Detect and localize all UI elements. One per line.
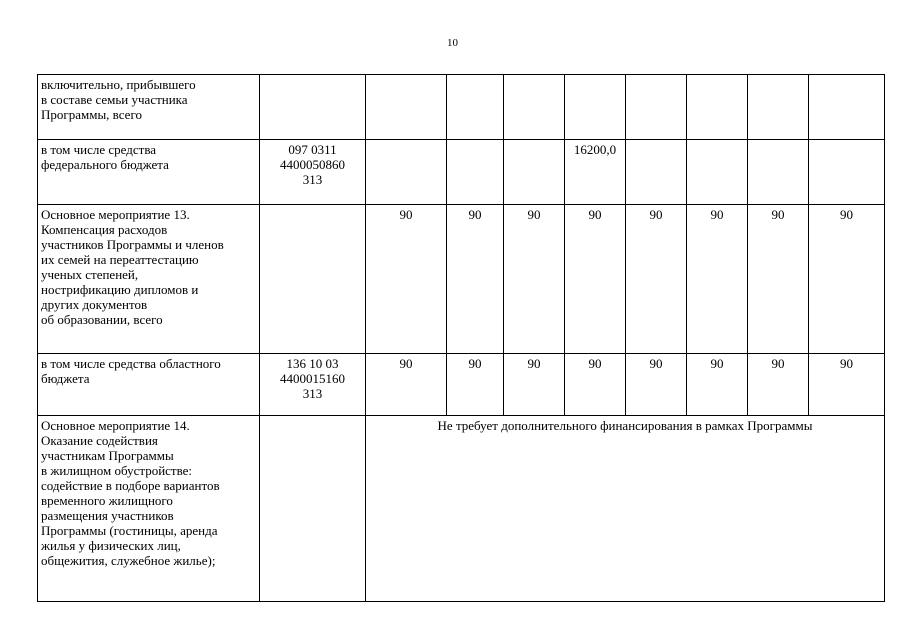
table-row bbox=[38, 75, 885, 140]
value-cell: 90 bbox=[504, 205, 565, 354]
value-cell bbox=[504, 75, 565, 140]
value-cell bbox=[447, 140, 504, 205]
value-cell: 90 bbox=[748, 205, 809, 354]
budget-code bbox=[260, 75, 366, 140]
row-label: в том числе средства областного бюджета bbox=[38, 354, 260, 416]
value-cell bbox=[809, 75, 885, 140]
value-cell: 90 bbox=[565, 354, 626, 416]
value-cell: 90 bbox=[626, 354, 687, 416]
value-cell: 90 bbox=[809, 354, 885, 416]
value-cell bbox=[366, 140, 447, 205]
value-cell bbox=[447, 75, 504, 140]
value-cell bbox=[687, 140, 748, 205]
value-cell: 90 bbox=[504, 354, 565, 416]
value-cell bbox=[748, 75, 809, 140]
value-cell: 90 bbox=[687, 205, 748, 354]
table-row bbox=[38, 354, 885, 416]
value-cell bbox=[366, 75, 447, 140]
row-label: Основное мероприятие 13. Компенсация расходов участников Программы и членов их семей на переаттестацию ученых степеней, нострификацию дипломов и других документов об образовании, всего bbox=[38, 205, 260, 354]
budget-code bbox=[260, 205, 366, 354]
budget-code bbox=[260, 416, 366, 602]
value-cell: 90 bbox=[748, 354, 809, 416]
value-cell bbox=[504, 140, 565, 205]
table-row bbox=[38, 205, 885, 354]
row-label: в том числе средства федерального бюджета bbox=[38, 140, 260, 205]
value-cell: 90 bbox=[447, 205, 504, 354]
value-cell bbox=[748, 140, 809, 205]
value-cell bbox=[809, 140, 885, 205]
budget-code: 097 0311 4400050860 313 bbox=[260, 140, 366, 205]
value-cell bbox=[626, 140, 687, 205]
value-cell: 90 bbox=[366, 354, 447, 416]
row-label: Основное мероприятие 14. Оказание содействия участникам Программы в жилищном обустройстве: содействие в подборе вариантов временного жилищного размещения участников Программы (гостиницы, аренда жилья у физических лиц, общежития, служебное жилье); bbox=[38, 416, 260, 602]
row-label: включительно, прибывшего в составе семьи участника Программы, всего bbox=[38, 75, 260, 140]
page-number: 10 bbox=[447, 37, 458, 49]
program-funding-table bbox=[37, 74, 885, 602]
value-cell bbox=[565, 75, 626, 140]
value-cell bbox=[626, 75, 687, 140]
value-cell: 90 bbox=[626, 205, 687, 354]
table-row bbox=[38, 140, 885, 205]
value-cell: 90 bbox=[809, 205, 885, 354]
value-cell: 90 bbox=[366, 205, 447, 354]
value-cell: 90 bbox=[687, 354, 748, 416]
financing-note: Не требует дополнительного финансирования в рамках Программы bbox=[366, 416, 885, 602]
table-row bbox=[38, 416, 885, 602]
budget-code: 136 10 03 4400015160 313 bbox=[260, 354, 366, 416]
value-cell bbox=[687, 75, 748, 140]
value-cell: 90 bbox=[447, 354, 504, 416]
value-cell: 90 bbox=[565, 205, 626, 354]
value-cell: 16200,0 bbox=[565, 140, 626, 205]
